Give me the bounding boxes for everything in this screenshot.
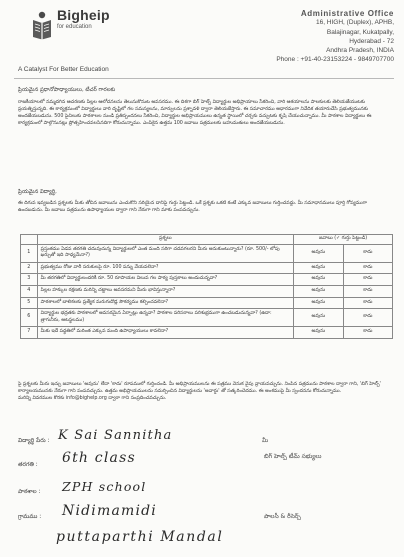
question-text: పిల్లల హక్కుల రక్షణకు మరిన్ని చట్టాలు అవసరమని మీరు భావిస్తున్నారా?	[37, 285, 293, 297]
office-title: Administrative Office	[300, 9, 394, 18]
address-line: 16, HIGH, (Duplex), APHB,	[315, 19, 394, 27]
question-number: 4	[21, 285, 38, 297]
village-value[interactable]: Nidimamidi	[62, 503, 157, 519]
intro-paragraph: రాజకీయాలలో నమ్మదగిన ఆచరణకు పిల్లల ఆలోచనలను తెలుసుకొనుట అవసరము. ఈ దిశగా బిగ్ హెల్ప్ విద్యార్థుల అభిప్రాయాలు సేకరించి, వారి ఆశయాలను పాలకులకు తెలియజేయుటకు ప్రయత్నిస్తున్నది. ఈ కార్యక్రమంలో విద్యార్థులు వారి దృష్టిలో గల సమస్యలను, మార్పులను ప్రశ్నావళి ద్వారా తెలియజేస్తారు. ఈ సమాచారము ఆధారముగా నివేదిక తయారుచేసి ప్రభుత్వమునకు అందజేయబడును. 500 పైచిలుకు పాఠశాలల నుండి ప్రతిస్పందనలు సేకరించి, విద్యార్థుల అభిప్రాయములు ఉన్నత స్థాయిలో చర్చకు వచ్చుటకు కృషి చేయుచున్నాము. మీ పాఠశాల విద్యార్థులు ఈ కార్యక్రమంలో పాల్గొనునట్లు ప్రోత్సహించవలసినదిగా కోరుచున్నాము. ఎంపికైన ఉత్తమ 100 జవాబు పత్రములకు బహుమతులు అందజేయబడును.	[18, 100, 372, 127]
answer-no[interactable]: కాదు	[343, 274, 392, 286]
question-text: విద్యార్థుల భద్రతకు పాఠశాలలో అవసరమైన ఏర్పాట్లు ఉన్నవా? పాఠశాల పరిసరాలు పరిశుభ్రముగా ఉంచబడుచున్నవా? (ఉదా: త్రాగునీరు, ఆటస్థలము)	[37, 309, 293, 327]
question-number: 5	[21, 297, 38, 309]
instructions-paragraph: ఈ దిగువ ఇవ్వబడిన ప్రశ్నలకు మీకు తోచిన జవాబును ఎంచుకొని సరియైన దానిపై గుర్తు పెట్టండి. ఒకే ప్రశ్నకు ఒకటి కంటే ఎక్కువ జవాబులు గుర్తించవద్దు. మీ సమాధానములు పూర్తి గోప్యముగా ఉంచబడును. మీ జవాబు పత్రమును ఉపాధ్యాయుల ద్వారా గాని నేరుగా గాని మాకు పంపవచ్చును.	[18, 201, 368, 214]
table-row	[21, 309, 393, 327]
table-row	[21, 244, 393, 262]
table-row	[21, 285, 393, 297]
student-name-label: విద్యార్థి పేరు :	[18, 438, 50, 444]
question-number: 3	[21, 274, 38, 286]
question-number: 1	[21, 244, 38, 262]
table-header-row	[21, 235, 393, 245]
school-value[interactable]: ZPH school	[62, 479, 147, 494]
answer-no[interactable]: కాదు	[343, 297, 392, 309]
answer-yes[interactable]: అవును	[294, 285, 344, 297]
header-number	[21, 235, 38, 245]
closing-note: పై ప్రశ్నలకు మీరు ఇచ్చు జవాబులు 'అవును' లేదా 'కాదు' రూపములో గుర్తించండి. మీ అభిప్రాయములను ఈ పత్రము వెనుక వైపు వ్రాయవచ్చును. నింపిన పత్రమును పాఠశాల ద్వారా గాని, 'బిగ్ హెల్ప్' కార్యాలయమునకు నేరుగా గాని పంపవచ్చును. ఉత్తమ అభిప్రాయములను సమర్పించిన విద్యార్థులను 'అవార్డు' తో సత్కరించెదము. ఈ అంశముపై మీ స్పందనను కోరుచున్నాము. మరిన్ని వివరముల కొరకు info@bighelp.org ద్వారా గాని సంప్రదించవచ్చును.	[18, 382, 381, 402]
mandal-value[interactable]: puttaparthi Mandal	[56, 529, 224, 545]
salutation: ప్రియమైన ప్రధానోపాధ్యాయులు, టీచర్ గారలకు	[18, 87, 116, 93]
answer-yes[interactable]: అవును	[294, 327, 344, 339]
brand	[57, 7, 110, 30]
letterhead	[0, 0, 404, 84]
answer-no[interactable]: కాదు	[343, 244, 392, 262]
closing-yours: మీ	[262, 438, 269, 444]
question-text: ప్రస్తుతము ఏడవ తరగతి చదువుచున్న విద్యార్థులలో ఎంత మంది సరిగా చదవగలరని మీరు అనుకుంటున్నారు? (రూ. 500/- లోపు ఖర్చుతో ఇది సాధ్యమేనా?)	[37, 244, 293, 262]
closing-department: పాలసీ & రీసెర్చ్	[264, 513, 301, 520]
brand-subtitle: for education	[57, 24, 92, 30]
table-row	[21, 262, 393, 274]
question-number: 7	[21, 327, 38, 339]
answer-no[interactable]: కాదు	[343, 309, 392, 327]
student-name-value[interactable]: K Sai Sannitha	[58, 428, 173, 443]
question-text: మీ తరగతిలో విద్యార్థులందరికీ రూ. 50 రూపాయల విలువ గల పాఠ్య పుస్తకాలు అందుచున్నవా?	[37, 274, 293, 286]
answer-yes[interactable]: అవును	[294, 274, 344, 286]
table-row	[21, 274, 393, 286]
answer-no[interactable]: కాదు	[343, 262, 392, 274]
book-logo-icon	[30, 10, 54, 40]
class-value[interactable]: 6th class	[62, 450, 136, 466]
question-text: పాఠశాలలో బాలికలకు ప్రత్యేక మరుగుదొడ్ల సౌకర్యము కల్పించవలెనా?	[37, 297, 293, 309]
answer-yes[interactable]: అవును	[294, 262, 344, 274]
address-line: Andhra Pradesh, INDIA	[326, 47, 394, 55]
village-label: గ్రామము :	[18, 514, 42, 520]
phone-line: Phone : +91-40-23153224 - 9849707700	[276, 56, 394, 64]
address-line: Balajinagar, Kukatpally,	[326, 28, 394, 36]
questionnaire-table	[20, 234, 393, 339]
student-greeting: ప్రియమైన విద్యార్థి,	[18, 189, 57, 195]
school-label: పాఠశాల :	[18, 489, 41, 495]
table-row	[21, 327, 393, 339]
question-text: మీకు ఇదే పద్ధతిలో మరింత ఎక్కువ మంది ఉపాధ్యాయులు కావలెనా?	[37, 327, 293, 339]
answer-no[interactable]: కాదు	[343, 285, 392, 297]
answer-yes[interactable]: అవును	[294, 309, 344, 327]
office-address	[234, 9, 394, 65]
question-text: ప్రభుత్వము రోజు వారీ సరుకులపై రూ. 100 పన్ను వేయవలెనా?	[37, 262, 293, 274]
table-row	[21, 297, 393, 309]
letterhead-divider	[14, 78, 394, 79]
tagline: A Catalyst For Better Education	[18, 66, 109, 73]
question-number: 6	[21, 309, 38, 327]
class-label: తరగతి :	[18, 462, 38, 468]
header-answer: జవాబు (✓ గుర్తు పెట్టండి)	[294, 235, 393, 245]
answer-yes[interactable]: అవును	[294, 297, 344, 309]
closing-team: బిగ్ హెల్ప్ టీమ్ సభ్యులు	[264, 453, 322, 460]
address-line: Hyderabad - 72	[349, 37, 394, 45]
student-details	[18, 428, 403, 557]
brand-name: Bigheip	[57, 7, 110, 23]
question-number: 2	[21, 262, 38, 274]
answer-yes[interactable]: అవును	[294, 244, 344, 262]
header-question: ప్రశ్నలు	[37, 235, 293, 245]
answer-no[interactable]: కాదు	[343, 327, 392, 339]
